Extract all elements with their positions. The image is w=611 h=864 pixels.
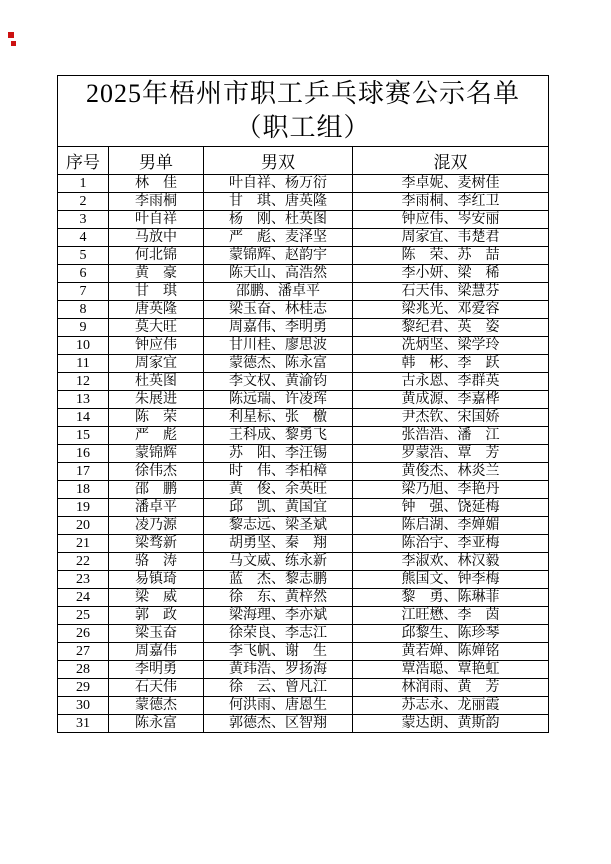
table-row [58, 715, 549, 733]
mens-singles-cell: 李明勇 [109, 661, 204, 679]
mens-doubles-cell: 李飞帆、谢 生 [204, 643, 353, 661]
mens-doubles-cell: 陈远瑞、许凌珲 [204, 391, 353, 409]
mixed-doubles-cell: 李小妍、梁 稀 [353, 265, 549, 283]
table-row [58, 409, 549, 427]
row-no-cell: 8 [58, 301, 109, 319]
row-no-cell: 2 [58, 193, 109, 211]
mens-doubles-cell: 时 伟、李柏樟 [204, 463, 353, 481]
mixed-doubles-cell: 陈 荣、苏 喆 [353, 247, 549, 265]
mixed-doubles-cell: 李雨桐、李红卫 [353, 193, 549, 211]
mixed-doubles-cell: 韩 彬、李 跃 [353, 355, 549, 373]
roster-table [57, 75, 549, 733]
row-no-cell: 31 [58, 715, 109, 733]
header-mens-singles: 男单 [109, 147, 204, 175]
mixed-doubles-cell: 黄俊杰、林炎兰 [353, 463, 549, 481]
table-row [58, 337, 549, 355]
row-no-cell: 14 [58, 409, 109, 427]
row-no-cell: 9 [58, 319, 109, 337]
table-row [58, 283, 549, 301]
table-row [58, 625, 549, 643]
row-no-cell: 22 [58, 553, 109, 571]
row-no-cell: 17 [58, 463, 109, 481]
row-no-cell: 13 [58, 391, 109, 409]
table-row [58, 571, 549, 589]
table-row [58, 193, 549, 211]
mens-singles-cell: 陈永富 [109, 715, 204, 733]
row-no-cell: 25 [58, 607, 109, 625]
table-row [58, 355, 549, 373]
table-row [58, 697, 549, 715]
mens-doubles-cell: 甘川桂、廖思波 [204, 337, 353, 355]
header-row [58, 147, 549, 175]
row-no-cell: 19 [58, 499, 109, 517]
table-row [58, 427, 549, 445]
table-row [58, 175, 549, 193]
mixed-doubles-cell: 覃浩聪、覃艳虹 [353, 661, 549, 679]
row-no-cell: 6 [58, 265, 109, 283]
mixed-doubles-cell: 古永恩、李群英 [353, 373, 549, 391]
row-no-cell: 27 [58, 643, 109, 661]
mixed-doubles-cell: 陈启湖、李婵媚 [353, 517, 549, 535]
mixed-doubles-cell: 黄若婵、陈婵铭 [353, 643, 549, 661]
row-no-cell: 10 [58, 337, 109, 355]
mixed-doubles-cell: 黎纪君、英 姿 [353, 319, 549, 337]
mens-doubles-cell: 黄 俊、余英旺 [204, 481, 353, 499]
mens-singles-cell: 潘卓平 [109, 499, 204, 517]
mixed-doubles-cell: 邱黎生、陈珍琴 [353, 625, 549, 643]
title-row [58, 76, 549, 147]
mixed-doubles-cell: 石天伟、梁慧芬 [353, 283, 549, 301]
table-row [58, 589, 549, 607]
mens-doubles-cell: 徐 云、曾凡江 [204, 679, 353, 697]
row-no-cell: 11 [58, 355, 109, 373]
mens-doubles-cell: 徐荣良、李志江 [204, 625, 353, 643]
row-no-cell: 20 [58, 517, 109, 535]
mixed-doubles-cell: 黄成源、李嘉桦 [353, 391, 549, 409]
table-row [58, 535, 549, 553]
mens-doubles-cell: 梁海理、李亦斌 [204, 607, 353, 625]
row-no-cell: 12 [58, 373, 109, 391]
table-row [58, 553, 549, 571]
mens-doubles-cell: 黎志远、梁圣斌 [204, 517, 353, 535]
mixed-doubles-cell: 江旺懋、李 茵 [353, 607, 549, 625]
document-title [58, 76, 549, 147]
mixed-doubles-cell: 罗蒙浩、覃 芳 [353, 445, 549, 463]
row-no-cell: 3 [58, 211, 109, 229]
roster-body [58, 175, 549, 733]
mens-doubles-cell: 马文威、练永新 [204, 553, 353, 571]
row-no-cell: 30 [58, 697, 109, 715]
mens-singles-cell: 徐伟杰 [109, 463, 204, 481]
mixed-doubles-cell: 黎 勇、陈琳菲 [353, 589, 549, 607]
mixed-doubles-cell: 张浩浩、潘 江 [353, 427, 549, 445]
mens-doubles-cell: 苏 阳、李汪锡 [204, 445, 353, 463]
mixed-doubles-cell: 梁乃旭、李艳丹 [353, 481, 549, 499]
mixed-doubles-cell: 周家宜、韦楚君 [353, 229, 549, 247]
table-row [58, 463, 549, 481]
mens-doubles-cell: 邱 凯、黄国宜 [204, 499, 353, 517]
mens-doubles-cell: 严 彪、麦泽坚 [204, 229, 353, 247]
mens-singles-cell: 甘 琪 [109, 283, 204, 301]
mens-singles-cell: 林 佳 [109, 175, 204, 193]
mens-singles-cell: 唐英隆 [109, 301, 204, 319]
mens-doubles-cell: 何洪雨、唐恩生 [204, 697, 353, 715]
mens-singles-cell: 周嘉伟 [109, 643, 204, 661]
row-no-cell: 15 [58, 427, 109, 445]
title-line-2: （职工组） [235, 113, 371, 142]
table-row [58, 319, 549, 337]
row-no-cell: 28 [58, 661, 109, 679]
row-no-cell: 16 [58, 445, 109, 463]
header-no: 序号 [58, 147, 109, 175]
mens-doubles-cell: 李文权、黄渝钧 [204, 373, 353, 391]
table-row [58, 643, 549, 661]
mixed-doubles-cell: 梁兆光、邓爱容 [353, 301, 549, 319]
mens-singles-cell: 李雨桐 [109, 193, 204, 211]
mixed-doubles-cell: 林润雨、黄 芳 [353, 679, 549, 697]
mens-doubles-cell: 甘 琪、唐英隆 [204, 193, 353, 211]
mens-doubles-cell: 杨 刚、杜英图 [204, 211, 353, 229]
mixed-doubles-cell: 蒙达朗、黄斯韵 [353, 715, 549, 733]
title-line-1: 2025年梧州市职工乒乓球赛公示名单 [86, 79, 521, 108]
mixed-doubles-cell: 熊国文、钟李梅 [353, 571, 549, 589]
mens-singles-cell: 严 彪 [109, 427, 204, 445]
mens-doubles-cell: 胡勇坚、秦 翔 [204, 535, 353, 553]
header-mixed-doubles: 混双 [353, 147, 549, 175]
mens-singles-cell: 何北锦 [109, 247, 204, 265]
mens-singles-cell: 蒙德杰 [109, 697, 204, 715]
mixed-doubles-cell: 李淑欢、林汉毅 [353, 553, 549, 571]
table-row [58, 211, 549, 229]
mens-singles-cell: 易镇琦 [109, 571, 204, 589]
revision-marker [8, 32, 22, 50]
row-no-cell: 23 [58, 571, 109, 589]
row-no-cell: 7 [58, 283, 109, 301]
mens-doubles-cell: 王科成、黎勇飞 [204, 427, 353, 445]
mens-singles-cell: 莫大旺 [109, 319, 204, 337]
mens-singles-cell: 骆 涛 [109, 553, 204, 571]
row-no-cell: 5 [58, 247, 109, 265]
table-row [58, 517, 549, 535]
mens-doubles-cell: 陈天山、高浩然 [204, 265, 353, 283]
mens-singles-cell: 黄 豪 [109, 265, 204, 283]
mixed-doubles-cell: 尹杰钦、宋国娇 [353, 409, 549, 427]
row-no-cell: 26 [58, 625, 109, 643]
table-row [58, 661, 549, 679]
mens-singles-cell: 梁 威 [109, 589, 204, 607]
table-row [58, 229, 549, 247]
mens-doubles-cell: 梁玉奋、林桂志 [204, 301, 353, 319]
table-row [58, 499, 549, 517]
row-no-cell: 24 [58, 589, 109, 607]
mixed-doubles-cell: 钟应伟、岑安丽 [353, 211, 549, 229]
row-no-cell: 21 [58, 535, 109, 553]
mens-singles-cell: 叶自祥 [109, 211, 204, 229]
table-row [58, 607, 549, 625]
table-row [58, 391, 549, 409]
mens-singles-cell: 朱展进 [109, 391, 204, 409]
mixed-doubles-cell: 冼炳坚、梁学玲 [353, 337, 549, 355]
red-mark-icon [11, 41, 16, 46]
mens-singles-cell: 郭 政 [109, 607, 204, 625]
mixed-doubles-cell: 钟 强、饶延梅 [353, 499, 549, 517]
mens-doubles-cell: 郭德杰、区智翔 [204, 715, 353, 733]
mens-doubles-cell: 周嘉伟、李明勇 [204, 319, 353, 337]
table-row [58, 445, 549, 463]
mens-singles-cell: 周家宜 [109, 355, 204, 373]
mens-singles-cell: 凌乃源 [109, 517, 204, 535]
mens-singles-cell: 邵 鹏 [109, 481, 204, 499]
mens-singles-cell: 石天伟 [109, 679, 204, 697]
table-row [58, 265, 549, 283]
mens-singles-cell: 梁骛新 [109, 535, 204, 553]
table-row [58, 373, 549, 391]
mixed-doubles-cell: 李卓妮、麦树佳 [353, 175, 549, 193]
row-no-cell: 29 [58, 679, 109, 697]
mens-singles-cell: 蒙锦辉 [109, 445, 204, 463]
mens-doubles-cell: 利星标、张 檄 [204, 409, 353, 427]
mens-singles-cell: 梁玉奋 [109, 625, 204, 643]
mixed-doubles-cell: 陈治宇、李亚梅 [353, 535, 549, 553]
mens-singles-cell: 马放中 [109, 229, 204, 247]
table-row [58, 301, 549, 319]
row-no-cell: 18 [58, 481, 109, 499]
mens-singles-cell: 杜英图 [109, 373, 204, 391]
mens-doubles-cell: 叶自祥、杨万衍 [204, 175, 353, 193]
table-row [58, 481, 549, 499]
mens-doubles-cell: 黄玮浩、罗扬海 [204, 661, 353, 679]
row-no-cell: 1 [58, 175, 109, 193]
header-mens-doubles: 男双 [204, 147, 353, 175]
mens-doubles-cell: 蓝 杰、黎志鹏 [204, 571, 353, 589]
mens-singles-cell: 陈 荣 [109, 409, 204, 427]
mens-singles-cell: 钟应伟 [109, 337, 204, 355]
mixed-doubles-cell: 苏志永、龙丽霞 [353, 697, 549, 715]
mens-doubles-cell: 徐 东、黄梓然 [204, 589, 353, 607]
mens-doubles-cell: 蒙锦辉、赵韵宇 [204, 247, 353, 265]
row-no-cell: 4 [58, 229, 109, 247]
table-row [58, 247, 549, 265]
red-mark-icon [8, 32, 14, 38]
mens-doubles-cell: 邵鹏、潘卓平 [204, 283, 353, 301]
mens-doubles-cell: 蒙德杰、陈永富 [204, 355, 353, 373]
table-row [58, 679, 549, 697]
